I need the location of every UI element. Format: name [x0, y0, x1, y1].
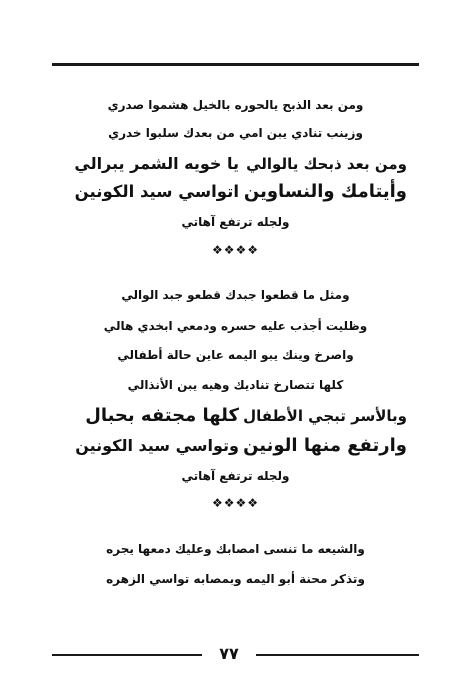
- verse-half-right: ومن بعد ذبحك يالوالي: [246, 155, 407, 173]
- verse-line: ومن بعد الذبح يالحوره بالخيل هشموا صدري: [107, 98, 364, 112]
- verse-line: وظليت أجذب عليه حسره ودمعي ابخدي هالي: [103, 319, 368, 333]
- verse-half-left: يا خويه الشمر يبرالي: [74, 154, 239, 173]
- verse-line: ومثل ما قطعوا جبدك قطعو جبد الوالي: [121, 288, 350, 302]
- verse-half-left: كلها مجتفه بحبال: [85, 405, 239, 426]
- verse-half-left: وتواسي سيد الكونين: [75, 436, 239, 455]
- verse-line: وتذكر محنة أبو اليمه وبمصابه تواسي الزهره: [106, 572, 365, 586]
- footer-left-rule: [52, 654, 202, 656]
- verse-half-left: اتواسي سيد الكونين: [74, 182, 239, 201]
- verse-line: واصرخ وينك يبو اليمه عاين حالة أطفالي: [117, 348, 354, 362]
- ornament-divider: ❖❖❖❖: [211, 496, 260, 510]
- verse-line: كلها تتصارخ تناديك وهيه يبن الأنذالي: [127, 378, 344, 392]
- verse-half-right: وأيتامك والنساوين: [243, 181, 407, 202]
- refrain-line: ولجله ترتفع آهاتي: [181, 469, 290, 483]
- verse-half-right: وارتفع منها الونين: [243, 435, 407, 456]
- ornament-divider: ❖❖❖❖: [211, 243, 260, 257]
- verse-half-right: وبالأسر تبجي الأطفال: [243, 407, 407, 425]
- refrain-line: ولجله ترتفع آهاتي: [181, 215, 290, 229]
- footer-right-rule: [256, 654, 419, 656]
- page-number: ٧٧: [219, 644, 239, 663]
- verse-line: والشيعه ما تنسى امصابك وعليك دمعها يجره: [106, 542, 365, 556]
- verse-line: وزينب تنادي يبن امي من بعدك سلبوا خدري: [108, 126, 363, 140]
